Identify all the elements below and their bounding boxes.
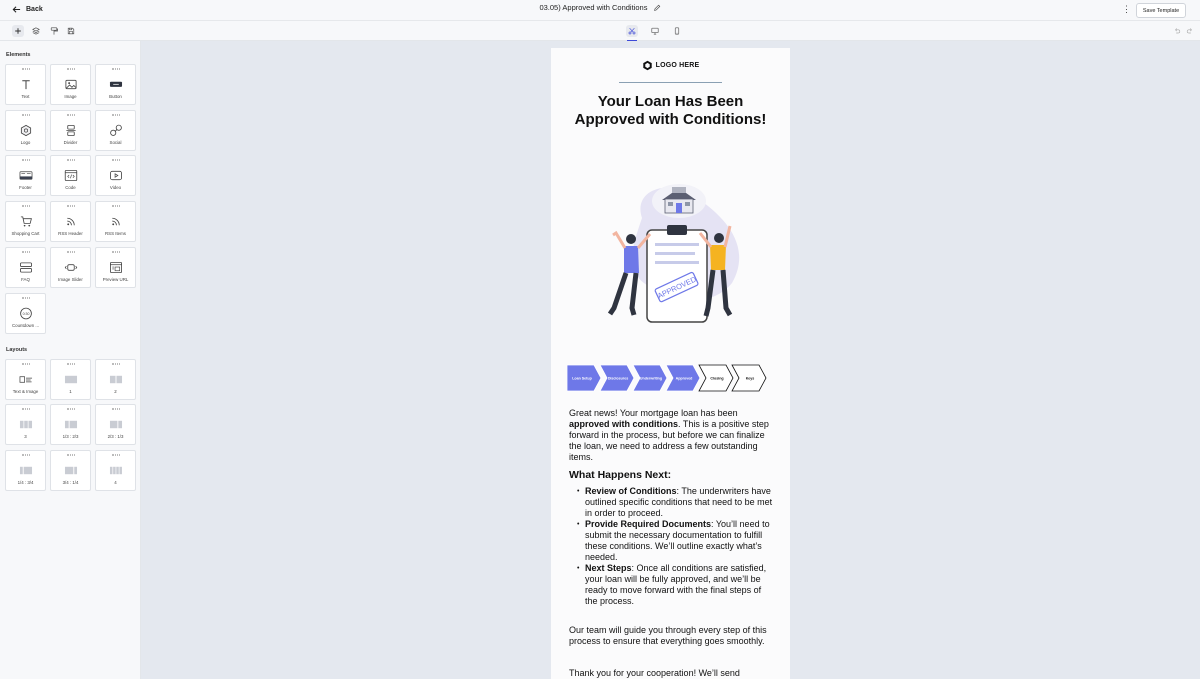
- pencil-icon[interactable]: [653, 4, 661, 12]
- loan-progress-steps: [567, 364, 775, 392]
- layout-tile-text-image[interactable]: [5, 359, 46, 400]
- faq-icon: [19, 261, 32, 274]
- toolbar: [0, 21, 1200, 41]
- element-tile-countdown[interactable]: [5, 293, 46, 334]
- layout-label: 1/4 : 3/4: [17, 480, 34, 485]
- more-options-icon[interactable]: ⋮: [1122, 4, 1131, 14]
- thank-you-paragraph[interactable]: Thank you for your cooperation! We’ll send: [569, 668, 740, 678]
- approved-stamp-text: APPROVED: [655, 274, 698, 301]
- text-icon: [19, 78, 32, 91]
- element-tile-faq[interactable]: [5, 247, 46, 288]
- layout-tile-1-4-3-4[interactable]: [5, 450, 46, 491]
- divider-icon: [64, 124, 77, 137]
- element-tile-rss-header[interactable]: [50, 201, 91, 242]
- add-element-button[interactable]: [12, 25, 24, 37]
- slider-icon: [64, 261, 77, 274]
- step-label: Loan Setup: [572, 376, 592, 381]
- elements-sidebar: [0, 41, 141, 679]
- layout-tile-1[interactable]: [50, 359, 91, 400]
- element-label: Image Slider: [58, 277, 83, 282]
- button-icon: [109, 78, 122, 91]
- layout-label: 1: [69, 389, 72, 394]
- redo-button[interactable]: [1184, 25, 1196, 37]
- approved-loan-illustration[interactable]: [602, 178, 752, 328]
- intro-paragraph[interactable]: Great news! Your mortgage loan has been approved with conditions. This is a positive step forward in the process, but before we can finalize the loan, we need to address a few outstanding items.: [569, 408, 769, 462]
- element-tile-text[interactable]: [5, 64, 46, 105]
- paint-roller-icon: [50, 27, 58, 35]
- four-column-icon: [109, 464, 122, 477]
- element-label: FAQ: [21, 277, 30, 282]
- layout-tile-2[interactable]: [95, 359, 136, 400]
- element-label: RSS Header: [58, 231, 83, 236]
- one-column-icon: [64, 373, 77, 386]
- element-label: Footer: [19, 185, 32, 190]
- element-tile-video[interactable]: [95, 155, 136, 196]
- element-tile-image-slider[interactable]: [50, 247, 91, 288]
- element-tile-social[interactable]: [95, 110, 136, 151]
- back-label: Back: [26, 6, 43, 13]
- monitor-icon: [651, 27, 659, 35]
- layout-label: 3/4 : 1/4: [62, 480, 79, 485]
- layers-button[interactable]: [30, 25, 42, 37]
- layout-tile-1-3-2-3[interactable]: [50, 404, 91, 445]
- rss-icon: [109, 215, 122, 228]
- floppy-disk-icon: [67, 27, 75, 35]
- next-steps-heading[interactable]: What Happens Next:: [569, 469, 672, 481]
- email-preview[interactable]: [551, 48, 790, 679]
- layout-label: Text & Image: [12, 389, 39, 394]
- element-tile-button[interactable]: [95, 64, 136, 105]
- step-label: Approved: [675, 376, 693, 381]
- one-third-two-thirds-icon: [64, 418, 77, 431]
- email-headline[interactable]: Your Loan Has Been Approved with Conditions!: [574, 93, 767, 128]
- layout-tile-2-3-1-3[interactable]: [95, 404, 136, 445]
- element-label: Video: [109, 185, 122, 190]
- logo-block[interactable]: [551, 60, 790, 71]
- countdown-icon: [19, 307, 32, 320]
- layout-label: 3: [24, 434, 27, 439]
- element-label: Divider: [63, 140, 78, 145]
- layout-tile-3-4-1-4[interactable]: [50, 450, 91, 491]
- text-image-layout-icon: [19, 373, 32, 386]
- logo-text: LOGO HERE: [655, 62, 700, 69]
- element-label: RSS Items: [105, 231, 126, 236]
- layouts-section-title: Layouts: [6, 347, 28, 353]
- quarter-three-quarters-icon: [19, 464, 32, 477]
- element-tile-logo[interactable]: [5, 110, 46, 151]
- logo-icon: [19, 124, 32, 137]
- step-label: Keys: [745, 376, 755, 381]
- layers-icon: [32, 27, 40, 35]
- save-template-button[interactable]: Save Template: [1136, 3, 1186, 18]
- two-column-icon: [109, 373, 122, 386]
- layout-label: 1/3 : 2/3: [62, 434, 79, 439]
- code-icon: [64, 169, 77, 182]
- element-tile-shopping-cart[interactable]: [5, 201, 46, 242]
- redo-icon: [1186, 27, 1194, 35]
- social-icon: [109, 124, 122, 137]
- svg-text:0:30: 0:30: [22, 311, 29, 316]
- element-label: Social: [109, 140, 122, 145]
- elements-section-title: Elements: [6, 52, 31, 58]
- undo-button[interactable]: [1171, 25, 1183, 37]
- responsive-view-tab[interactable]: [626, 25, 638, 37]
- element-label: Countdown ...: [11, 323, 40, 328]
- list-item: • Provide Required Documents: You’ll need to submit the necessary documentation to fulfill these conditions. We’ll outline exactly what’s needed.: [577, 519, 774, 563]
- plus-icon: [14, 27, 22, 35]
- step-label: Underwriting: [639, 376, 663, 381]
- two-thirds-one-third-icon: [109, 418, 122, 431]
- element-tile-code[interactable]: [50, 155, 91, 196]
- layout-label: 2/3 : 1/3: [107, 434, 124, 439]
- preview-url-icon: [109, 261, 122, 274]
- divider: [619, 82, 722, 83]
- list-item: • Review of Conditions: The underwriters have outlined specific conditions that need to be met in order to proceed.: [577, 486, 774, 519]
- step-label: Closing: [710, 376, 724, 381]
- video-icon: [109, 169, 122, 182]
- layout-label: 4: [114, 480, 117, 485]
- element-tile-preview-url[interactable]: [95, 247, 136, 288]
- element-label: Button: [109, 94, 122, 99]
- layout-label: 2: [114, 389, 117, 394]
- scissors-icon: [628, 27, 636, 35]
- desktop-view-tab[interactable]: [649, 25, 661, 37]
- footer-icon: [19, 169, 32, 182]
- mobile-view-tab[interactable]: [671, 25, 683, 37]
- template-title-area: [0, 3, 1200, 12]
- three-column-icon: [19, 418, 32, 431]
- step-label: Disclosures: [607, 376, 629, 381]
- element-label: Shopping Cart: [11, 231, 40, 236]
- styles-button[interactable]: [48, 25, 60, 37]
- cart-icon: [19, 215, 32, 228]
- closing-paragraph[interactable]: Our team will guide you through every step of this process to ensure that everything goes smoothly.: [569, 625, 767, 646]
- image-icon: [64, 78, 77, 91]
- element-tile-rss-items[interactable]: [95, 201, 136, 242]
- element-label: Code: [65, 185, 76, 190]
- layout-tile-4[interactable]: [95, 450, 136, 491]
- element-label: Image: [64, 94, 77, 99]
- element-tile-image[interactable]: [50, 64, 91, 105]
- list-item: • Next Steps: Once all conditions are satisfied, your loan will be fully approved, and we’ll be ready to move forward with the final steps of the process.: [577, 563, 774, 607]
- clipboard: [647, 225, 707, 322]
- element-label: Text: [21, 94, 30, 99]
- layout-tile-3[interactable]: [5, 404, 46, 445]
- smartphone-icon: [673, 27, 681, 35]
- element-tile-divider[interactable]: [50, 110, 91, 151]
- three-quarters-quarter-icon: [64, 464, 77, 477]
- element-label: Logo: [20, 140, 31, 145]
- element-label: Preview URL: [102, 277, 129, 282]
- undo-icon: [1173, 27, 1181, 35]
- element-tile-footer[interactable]: [5, 155, 46, 196]
- rss-icon: [64, 215, 77, 228]
- hexagon-logo-icon: [642, 60, 653, 71]
- next-steps-list[interactable]: [577, 486, 774, 607]
- save-draft-button[interactable]: [65, 25, 77, 37]
- template-title[interactable]: 03.05) Approved with Conditions: [539, 3, 648, 12]
- top-bar: [0, 0, 1200, 21]
